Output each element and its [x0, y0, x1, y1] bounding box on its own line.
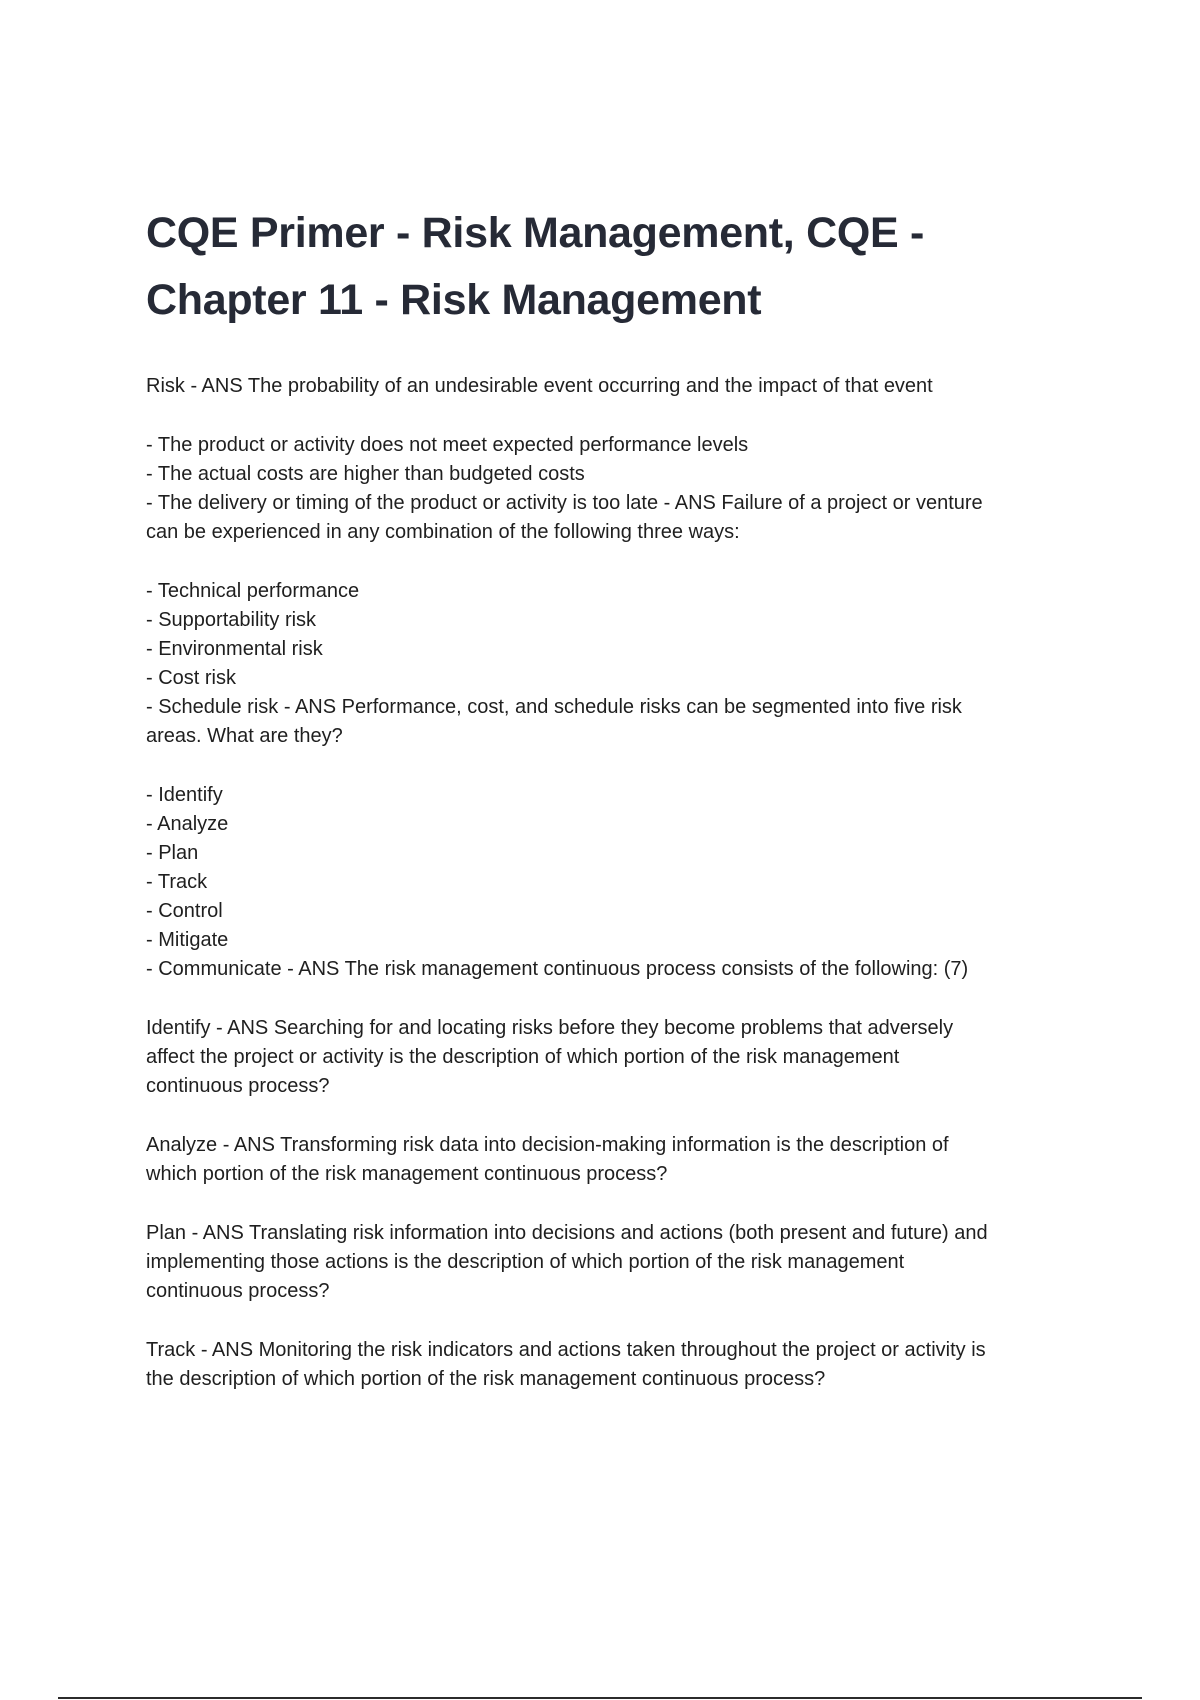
text-line: - Environmental risk	[146, 638, 323, 660]
text-line: continuous process?	[146, 1075, 330, 1097]
text-line: affect the project or activity is the description of which portion of the risk management	[146, 1046, 900, 1068]
text-line: implementing those actions is the description of which portion of the risk management	[146, 1251, 905, 1273]
qa-block-plan	[146, 1219, 1086, 1306]
text-line: - Communicate - ANS The risk management continuous process consists of the following: (7)	[146, 958, 969, 980]
text-line: continuous process?	[146, 1280, 330, 1302]
text-line: Plan - ANS Translating risk information into decisions and actions (both present and future) and	[146, 1222, 988, 1244]
text-line: Risk - ANS The probability of an undesirable event occurring and the impact of that event	[146, 375, 933, 397]
text-line: - Identify	[146, 784, 223, 806]
text-line: the description of which portion of the risk management continuous process?	[146, 1368, 826, 1390]
page-bottom-divider	[58, 1697, 1142, 1699]
qa-block-identify	[146, 1014, 1086, 1101]
text-line: - Mitigate	[146, 929, 229, 951]
text-line: - Schedule risk - ANS Performance, cost, and schedule risks can be segmented into five risk	[146, 696, 962, 718]
text-line: Analyze - ANS Transforming risk data into decision-making information is the description of	[146, 1134, 949, 1156]
qa-block-track	[146, 1336, 1086, 1394]
text-line: - Track	[146, 871, 208, 893]
text-line: areas. What are they?	[146, 725, 343, 747]
text-line: which portion of the risk management continuous process?	[146, 1163, 668, 1185]
text-line: - Analyze	[146, 813, 229, 835]
text-line: can be experienced in any combination of the following three ways:	[146, 521, 740, 543]
text-line: - Technical performance	[146, 580, 360, 602]
text-line: - The delivery or timing of the product or activity is too late - ANS Failure of a project or venture	[146, 492, 983, 514]
document-title: CQE Primer - Risk Management, CQE - Chapter 11 - Risk Management	[146, 209, 925, 324]
text-line: - Plan	[146, 842, 199, 864]
text-line: - Supportability risk	[146, 609, 317, 631]
text-line: - The actual costs are higher than budgeted costs	[146, 463, 585, 485]
qa-block-analyze	[146, 1131, 1086, 1189]
document-page	[146, 200, 1086, 1424]
text-line: - Cost risk	[146, 667, 236, 689]
text-line: - The product or activity does not meet expected performance levels	[146, 434, 749, 456]
text-line: Track - ANS Monitoring the risk indicators and actions taken throughout the project or activity is	[146, 1339, 986, 1361]
text-line: Identify - ANS Searching for and locating risks before they become problems that adversely	[146, 1017, 954, 1039]
qa-block-risk-definition	[146, 372, 1086, 401]
qa-block-continuous-process	[146, 781, 1086, 984]
text-line: - Control	[146, 900, 223, 922]
qa-block-risk-areas	[146, 577, 1086, 751]
qa-block-failure-ways	[146, 431, 1086, 547]
